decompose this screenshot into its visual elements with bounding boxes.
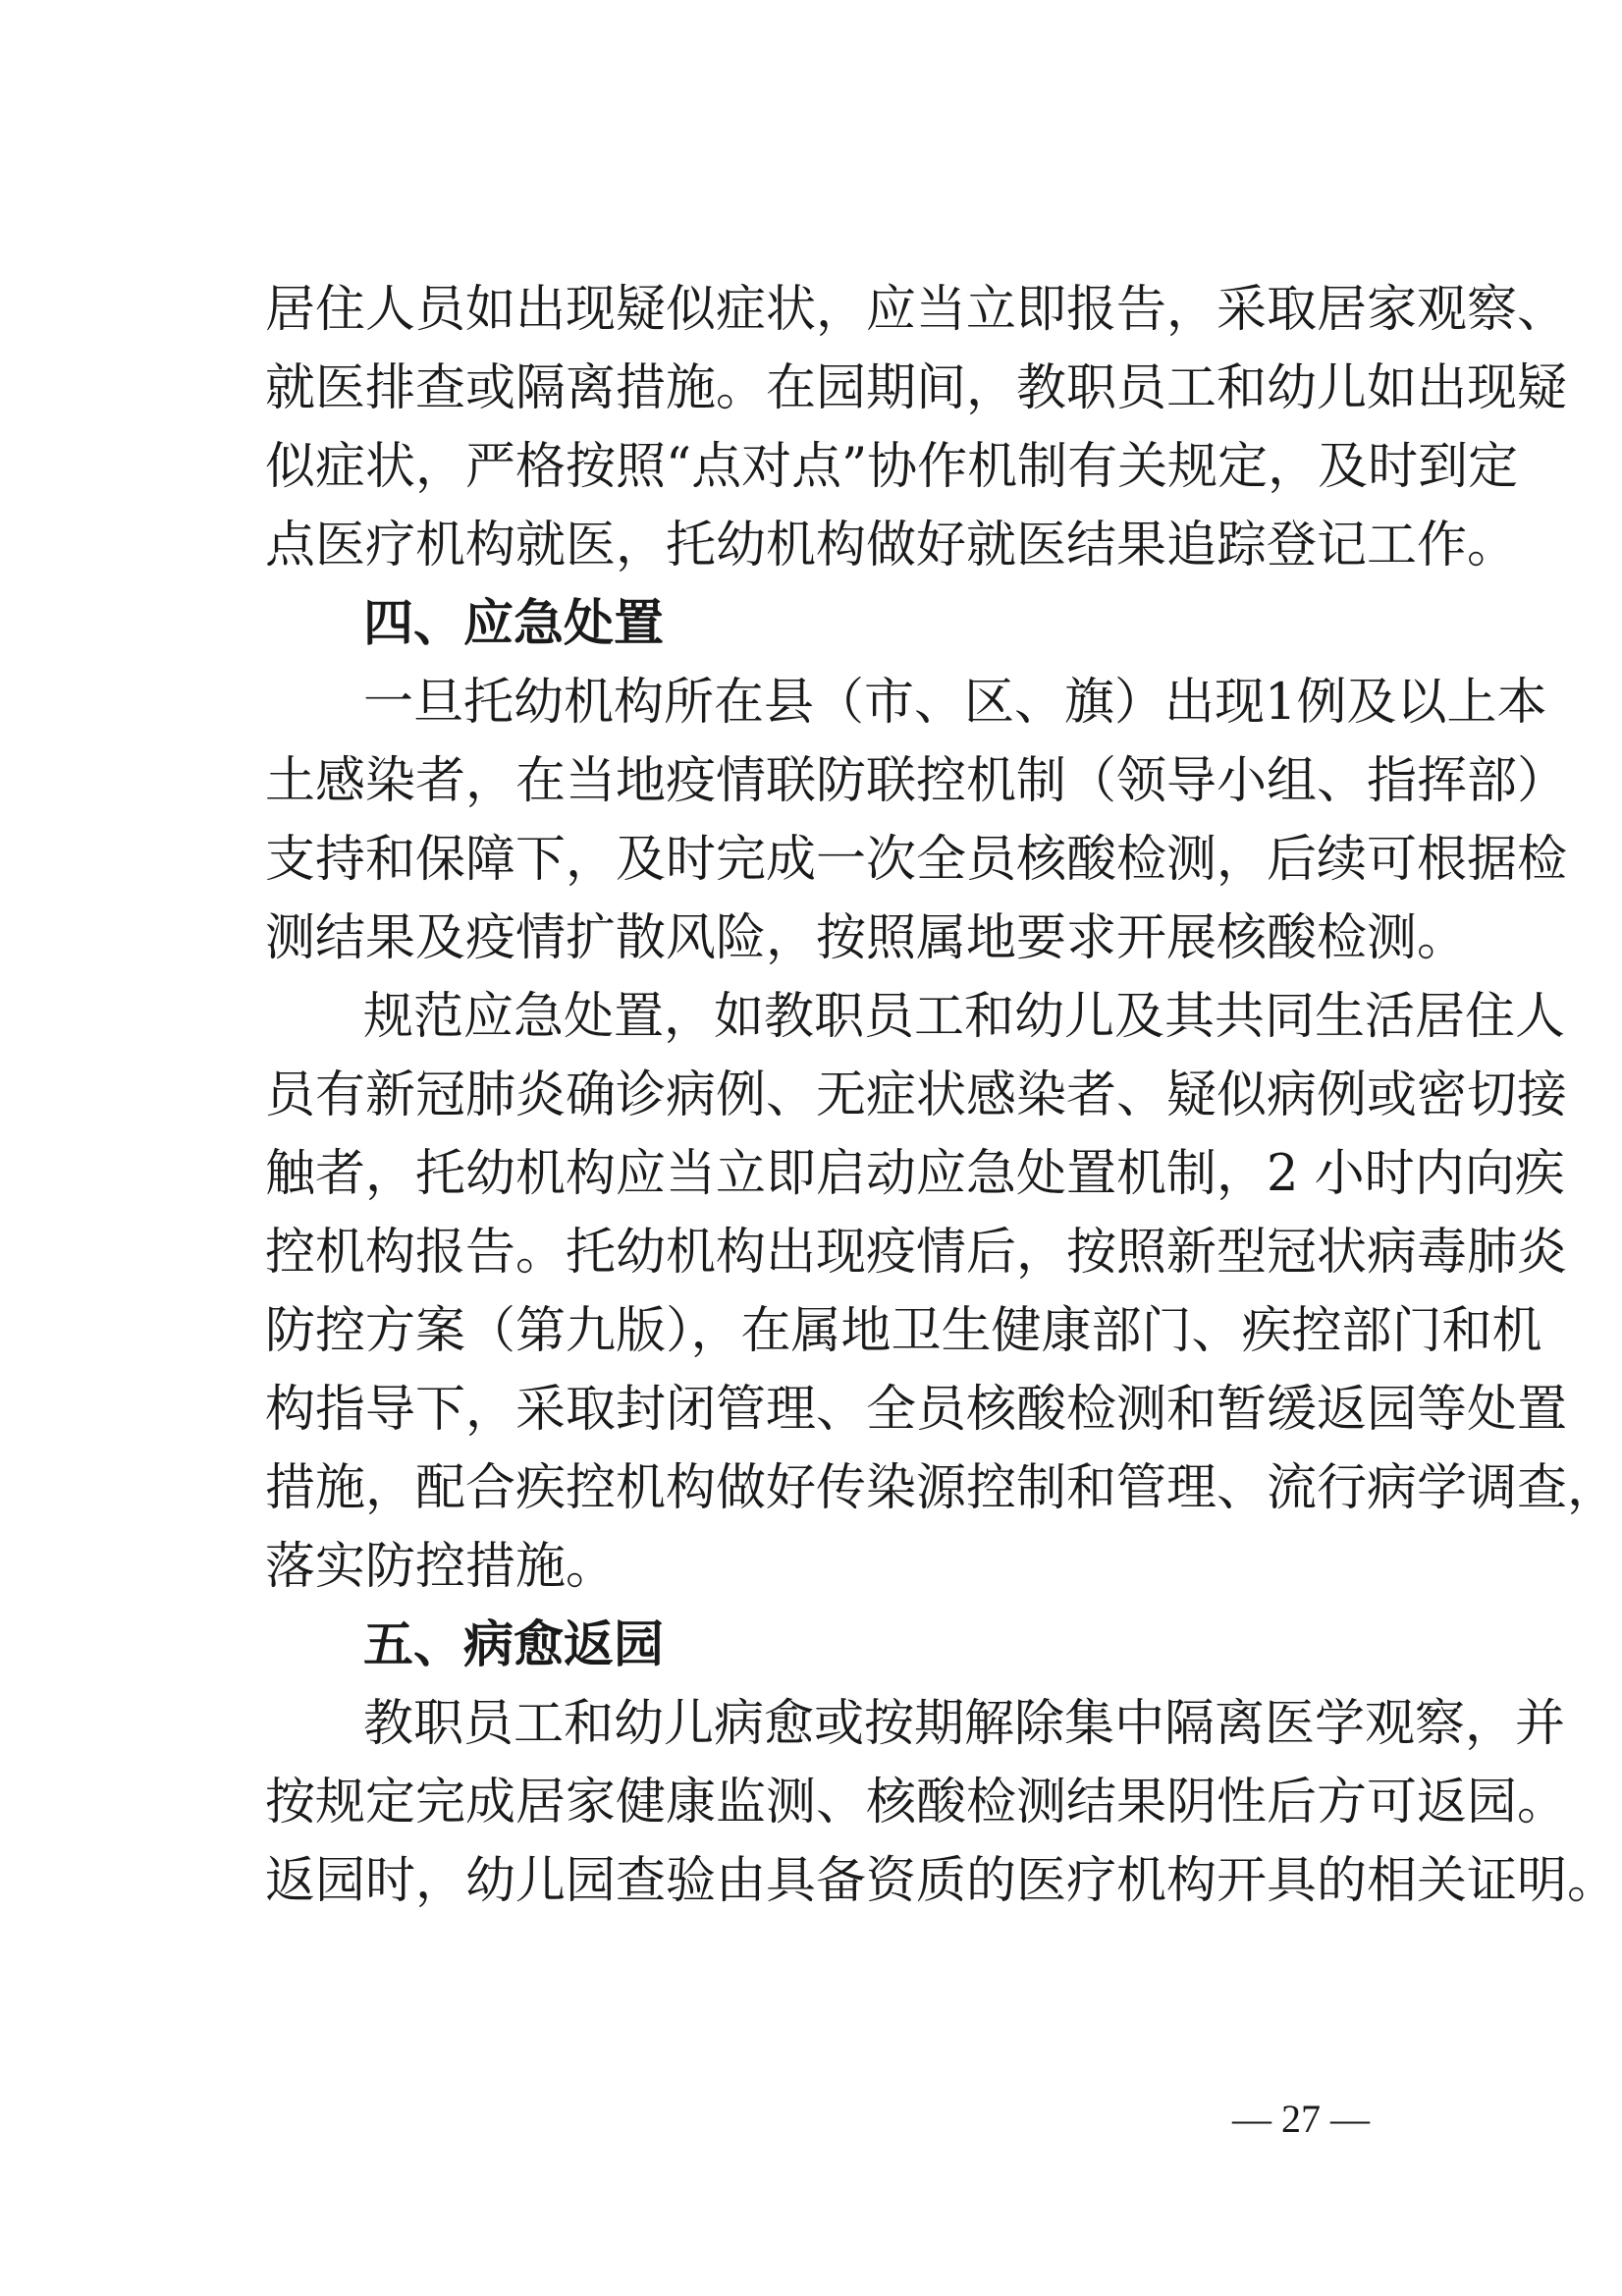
paragraph-line: 支持和保障下，及时完成一次全员核酸检测，后续可根据检: [265, 831, 1568, 889]
paragraph-line: 措施，配合疾控机构做好传染源控制和管理、流行病学调查，: [265, 1459, 1618, 1517]
paragraph-line: 触者，托幼机构应当立即启动应急处置机制，2 小时内向疾: [265, 1145, 1565, 1203]
paragraph-line: 土感染者，在当地疫情联防联控机制（领导小组、指挥部）: [265, 752, 1568, 810]
paragraph-line: 按规定完成居家健康监测、核酸检测结果阴性后方可返园。: [265, 1774, 1568, 1831]
paragraph-line: 控机构报告。托幼机构出现疫情后，按照新型冠状病毒肺炎: [265, 1224, 1568, 1282]
paragraph-line: 教职员工和幼儿病愈或按期解除集中隔离医学观察，并: [363, 1695, 1566, 1753]
page-number: — 27 —: [1232, 2097, 1370, 2141]
paragraph-line: 点医疗机构就医，托幼机构做好就医结果追踪登记工作。: [265, 517, 1518, 574]
paragraph-line: 员有新冠肺炎确诊病例、无症状感染者、疑似病例或密切接: [265, 1066, 1568, 1124]
paragraph-line: 一旦托幼机构所在县（市、区、旗）出现1例及以上本: [363, 674, 1547, 732]
paragraph-line: 测结果及疫情扩散风险，按照属地要求开展核酸检测。: [265, 909, 1468, 967]
paragraph-line: 落实防控措施。: [265, 1538, 617, 1596]
paragraph-line: 构指导下，采取封闭管理、全员核酸检测和暂缓返园等处置: [265, 1381, 1568, 1439]
section-heading-return: 五、病愈返园: [363, 1616, 665, 1674]
paragraph-line: 似症状，严格按照“点对点”协作机制有关规定，及时到定: [265, 438, 1519, 496]
paragraph-line: 防控方案（第九版），在属地卫生健康部门、疾控部门和机: [265, 1302, 1542, 1360]
paragraph-line: 居住人员如出现疑似症状，应当立即报告，采取居家观察、: [265, 281, 1568, 339]
section-heading-emergency: 四、应急处置: [363, 595, 665, 653]
paragraph-line: 规范应急处置，如教职员工和幼儿及其共同生活居住人: [363, 988, 1566, 1046]
paragraph-line: 就医排查或隔离措施。在园期间，教职员工和幼儿如出现疑: [265, 359, 1568, 417]
paragraph-line: 返园时，幼儿园查验由具备资质的医疗机构开具的相关证明。: [265, 1852, 1618, 1910]
